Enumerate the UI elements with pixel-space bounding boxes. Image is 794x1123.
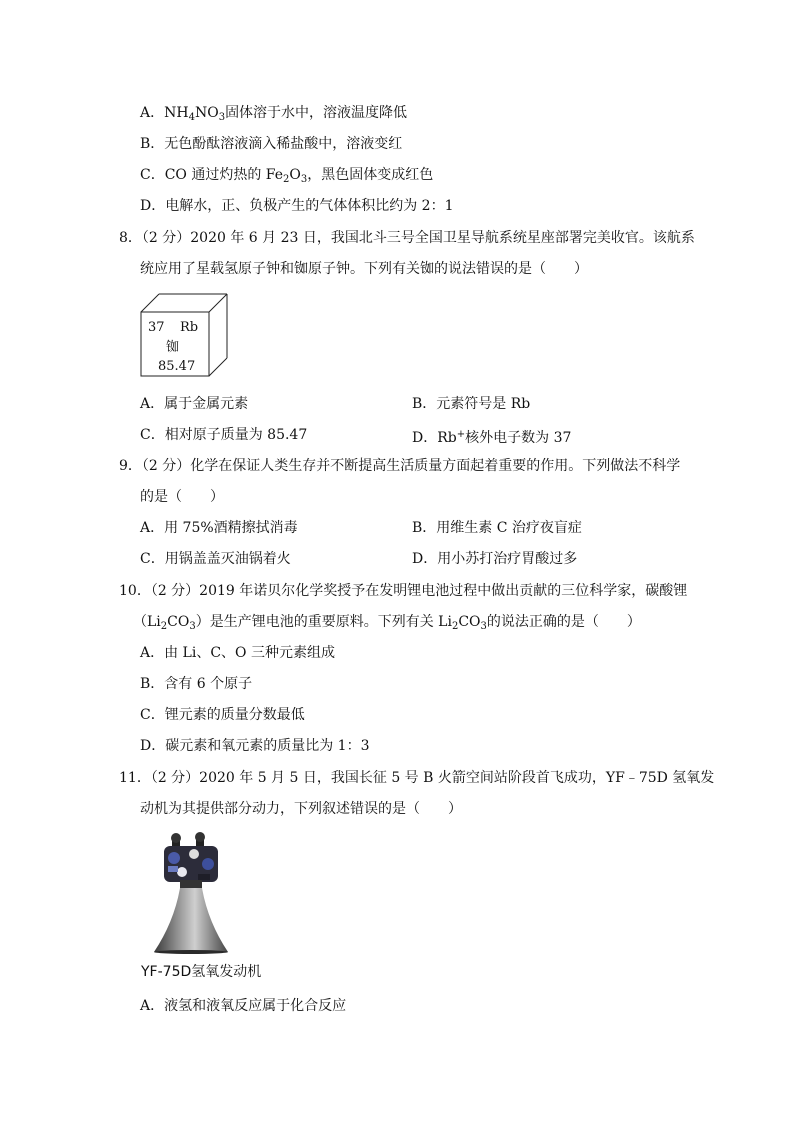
rocket-engine-icon [150,832,232,954]
element-atomic-mass: 85.47 [158,359,196,374]
q10-option-b: B．含有 6 个原子 [140,676,253,692]
q11-stem-line2: 动机为其提供部分动力，下列叙述错误的是（ ） [140,801,462,817]
q8-stem-line1: 8．（2 分）2020 年 6 月 23 日，我国北斗三号全国卫星导航系统星座部署完美收官。该航系 [119,230,695,246]
q11-stem-line1: 11．（2 分）2020 年 5 月 5 日，我国长征 5 号 B 火箭空间站阶段首飞成功，YF﹣75D 氢氧发 [119,770,715,786]
q7-option-c: C．CO 通过灼热的 $Fe_2O_3$，黑色固体变成红色 [140,167,434,185]
q7-option-a: A．$NH_4NO_3$固体溶于水中，溶液温度降低 [140,105,408,123]
q8-stem-line2: 统应用了星载氢原子钟和铷原子钟。下列有关铷的说法错误的是（ ） [140,261,588,277]
element-symbol: Rb [180,320,199,335]
q7-option-d: D．电解水，正、负极产生的气体体积比约为 2：1 [140,198,454,214]
q10-stem-line1: 10．（2 分）2019 年诺贝尔化学奖授予在发明锂电池过程中做出贡献的三位科学家，碳酸锂 [119,583,688,599]
element-name: 铷 [166,340,180,355]
q10-stem-line2: $(Li_2CO_3)$是生产锂电池的重要原料。下列有关 $Li_2CO_3$的说法正确的是（ ） [133,614,641,632]
figure-caption: YF-75D氢氧发动机 [141,964,262,980]
q7-option-b: B．无色酚酞溶液滴入稀盐酸中，溶液变红 [140,136,403,152]
q8-option-a: A．属于金属元素 [140,396,249,412]
q10-option-a: A．由 Li、C、O 三种元素组成 [140,645,335,661]
element-cell-figure [140,292,230,378]
rocket-engine-image [150,832,232,954]
q8-option-b: B．元素符号是 Rb [412,396,531,412]
element-atomic-number: 37 [148,320,165,335]
q9-stem-line1: 9．（2 分）化学在保证人类生存并不断提高生活质量方面起着重要的作用。下列做法不科学 [119,458,681,474]
q9-option-d: D．用小苏打治疗胃酸过多 [412,551,578,567]
q9-stem-line2: 的是（ ） [140,489,224,505]
q8-option-d: D．Rb+核外电子数为 37 [412,429,572,446]
q9-option-a: A．用 75%酒精擦拭消毒 [140,520,298,536]
q10-option-d: D．碳元素和氧元素的质量比为 1：3 [140,738,370,754]
q9-option-c: C．用锅盖盖灭油锅着火 [140,551,291,567]
q9-option-b: B．用维生素 C 治疗夜盲症 [412,520,582,536]
q10-option-c: C．锂元素的质量分数最低 [140,707,305,723]
q11-option-a: A．液氢和液氧反应属于化合反应 [140,998,347,1014]
q8-option-c: C．相对原子质量为 85.47 [140,427,308,443]
